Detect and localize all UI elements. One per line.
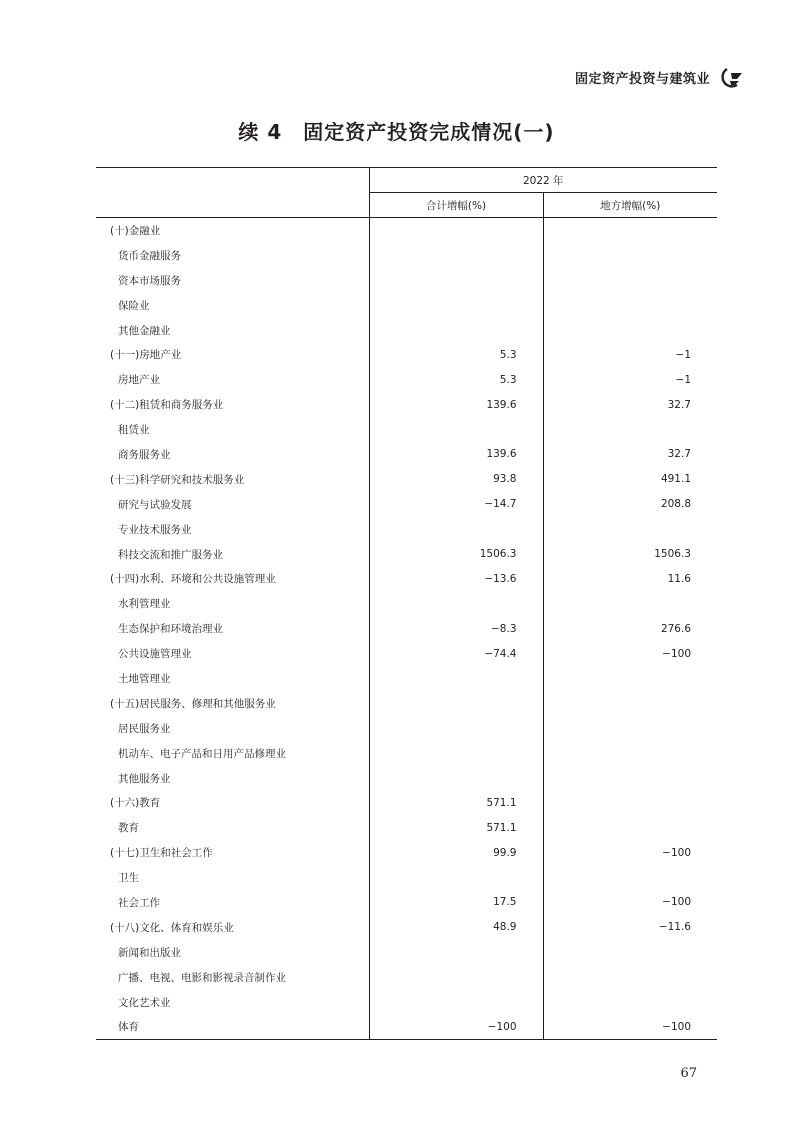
local-growth-header: 地方增幅(%)	[543, 193, 717, 218]
row-label: (十五)居民服务、修理和其他服务业	[110, 697, 276, 710]
table-row	[96, 342, 717, 367]
table-row	[96, 716, 717, 741]
row-label: 居民服务业	[118, 722, 171, 735]
row-label: 资本市场服务	[118, 274, 181, 287]
local-growth-cell: 32.7	[543, 442, 717, 467]
running-header-title: 固定资产投资与建筑业	[574, 71, 710, 87]
total-growth-cell: 571.1	[369, 815, 543, 840]
total-growth-cell	[369, 990, 543, 1015]
total-growth-cell	[369, 218, 543, 243]
local-growth-cell	[543, 268, 717, 293]
local-growth-cell: −100	[543, 1015, 717, 1040]
total-growth-cell	[369, 293, 543, 318]
row-label: 货币金融服务	[118, 249, 181, 262]
row-label: 社会工作	[118, 896, 160, 909]
local-growth-cell	[543, 691, 717, 716]
local-growth-cell	[543, 591, 717, 616]
local-growth-cell: 11.6	[543, 566, 717, 591]
local-growth-cell	[543, 318, 717, 343]
total-growth-cell	[369, 666, 543, 691]
local-growth-cell: 491.1	[543, 467, 717, 492]
year-header: 2022 年	[369, 168, 717, 193]
total-growth-cell: −8.3	[369, 616, 543, 641]
row-label: 租赁业	[118, 424, 150, 437]
page-number: 67	[680, 1066, 697, 1081]
table-row	[96, 392, 717, 417]
total-growth-cell: 5.3	[369, 367, 543, 392]
table-row	[96, 492, 717, 517]
local-growth-cell: 208.8	[543, 492, 717, 517]
row-label: (十三)科学研究和技术服务业	[110, 473, 245, 486]
table-row	[96, 666, 717, 691]
table-row	[96, 890, 717, 915]
table-row	[96, 691, 717, 716]
total-growth-cell	[369, 716, 543, 741]
total-growth-cell	[369, 243, 543, 268]
local-growth-cell	[543, 293, 717, 318]
local-growth-cell: −11.6	[543, 915, 717, 940]
local-growth-cell: −100	[543, 641, 717, 666]
table-row	[96, 517, 717, 542]
local-growth-cell: −1	[543, 367, 717, 392]
total-growth-cell: −74.4	[369, 641, 543, 666]
local-growth-cell	[543, 417, 717, 442]
total-growth-cell	[369, 591, 543, 616]
row-label: (十六)教育	[110, 797, 161, 810]
local-growth-cell	[543, 716, 717, 741]
row-label: (十七)卫生和社会工作	[110, 847, 213, 860]
table-row	[96, 790, 717, 815]
row-label: 卫生	[118, 872, 139, 885]
local-growth-cell	[543, 965, 717, 990]
total-growth-cell	[369, 268, 543, 293]
total-growth-cell	[369, 865, 543, 890]
total-growth-cell: 17.5	[369, 890, 543, 915]
row-label: 其他服务业	[118, 772, 171, 785]
table-row	[96, 965, 717, 990]
row-label: (十四)水利、环境和公共设施管理业	[110, 573, 276, 586]
table-row	[96, 865, 717, 890]
total-growth-cell	[369, 691, 543, 716]
table-row	[96, 442, 717, 467]
row-label: 公共设施管理业	[118, 648, 192, 661]
table-row	[96, 293, 717, 318]
table-body	[96, 218, 717, 1040]
local-growth-cell	[543, 990, 717, 1015]
table-row	[96, 542, 717, 567]
total-growth-cell: −13.6	[369, 566, 543, 591]
table-row	[96, 616, 717, 641]
local-growth-cell: 1506.3	[543, 542, 717, 567]
row-label: 文化艺术业	[118, 996, 171, 1009]
table-row	[96, 243, 717, 268]
total-growth-cell	[369, 766, 543, 791]
local-growth-cell: 276.6	[543, 616, 717, 641]
row-label: 新闻和出版业	[118, 946, 181, 959]
total-growth-cell	[369, 940, 543, 965]
yearbook-logo-icon	[718, 66, 746, 88]
row-label: 机动车、电子产品和日用产品修理业	[118, 747, 286, 760]
total-growth-cell: 139.6	[369, 392, 543, 417]
row-label: 研究与试验发展	[118, 498, 192, 511]
local-growth-cell	[543, 517, 717, 542]
row-label: 水利管理业	[118, 598, 171, 611]
total-growth-cell: 571.1	[369, 790, 543, 815]
investment-table	[96, 167, 717, 1040]
total-growth-cell: 48.9	[369, 915, 543, 940]
row-label: 其他金融业	[118, 324, 171, 337]
table-row	[96, 741, 717, 766]
total-growth-cell: 1506.3	[369, 542, 543, 567]
row-label: (十八)文化、体育和娱乐业	[110, 921, 234, 934]
row-label: (十二)租赁和商务服务业	[110, 399, 224, 412]
row-label: 保险业	[118, 299, 150, 312]
table-row	[96, 915, 717, 940]
total-growth-cell: 5.3	[369, 342, 543, 367]
row-label: 体育	[96, 1015, 369, 1040]
total-growth-cell: −14.7	[369, 492, 543, 517]
table-row	[96, 766, 717, 791]
local-growth-cell	[543, 815, 717, 840]
row-label: 专业技术服务业	[118, 523, 192, 536]
table-row	[96, 641, 717, 666]
page-title: 续 4 固定资产投资完成情况(一)	[238, 120, 555, 144]
local-growth-cell: 32.7	[543, 392, 717, 417]
table-row	[96, 467, 717, 492]
row-label: (十)金融业	[110, 224, 161, 237]
row-label: 科技交流和推广服务业	[118, 548, 223, 561]
running-header	[575, 66, 746, 88]
local-growth-cell	[543, 243, 717, 268]
table-row	[96, 268, 717, 293]
table-row	[96, 566, 717, 591]
row-label: 商务服务业	[118, 448, 171, 461]
row-label: 土地管理业	[118, 672, 171, 685]
local-growth-cell: −100	[543, 890, 717, 915]
total-growth-cell: 99.9	[369, 840, 543, 865]
table-row	[96, 318, 717, 343]
local-growth-cell	[543, 741, 717, 766]
total-growth-cell	[369, 417, 543, 442]
local-growth-cell	[543, 218, 717, 243]
row-label: 房地产业	[118, 374, 160, 387]
local-growth-cell	[543, 766, 717, 791]
table-row	[96, 815, 717, 840]
table-row	[96, 591, 717, 616]
table-row	[96, 1015, 717, 1040]
local-growth-cell	[543, 865, 717, 890]
total-growth-cell	[369, 965, 543, 990]
total-growth-header: 合计增幅(%)	[369, 193, 543, 218]
local-growth-cell	[543, 666, 717, 691]
table-row	[96, 367, 717, 392]
row-label: 生态保护和环境治理业	[118, 623, 223, 636]
local-growth-cell: −100	[543, 840, 717, 865]
table-row	[96, 218, 717, 243]
table-row	[96, 990, 717, 1015]
total-growth-cell: 93.8	[369, 467, 543, 492]
local-growth-cell: −1	[543, 342, 717, 367]
local-growth-cell	[543, 940, 717, 965]
table-row	[96, 417, 717, 442]
table-row	[96, 940, 717, 965]
table-stub-header	[96, 168, 369, 218]
total-growth-cell: 139.6	[369, 442, 543, 467]
total-growth-cell	[369, 741, 543, 766]
table-row	[96, 840, 717, 865]
total-growth-cell	[369, 318, 543, 343]
row-label: (十一)房地产业	[110, 349, 182, 362]
total-growth-cell: −100	[369, 1015, 543, 1040]
local-growth-cell	[543, 790, 717, 815]
row-label: 广播、电视、电影和影视录音制作业	[118, 971, 286, 984]
row-label: 教育	[118, 822, 139, 835]
total-growth-cell	[369, 517, 543, 542]
